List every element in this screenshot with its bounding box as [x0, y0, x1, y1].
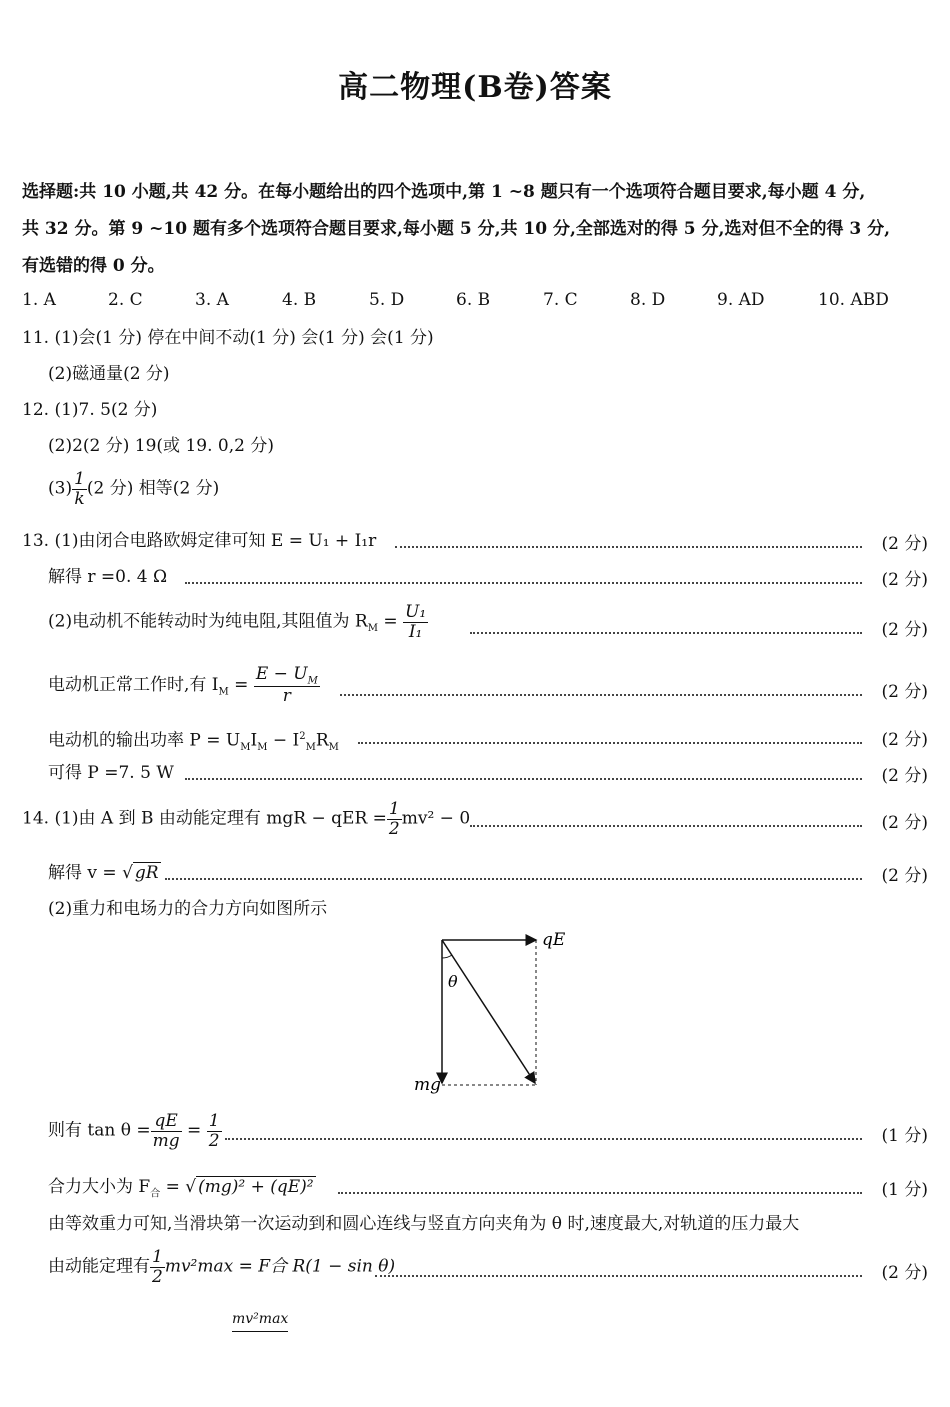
- intro-line-2: 共 32 分。第 9 ~10 题有多个选项符合题目要求,每小题 5 分,共 10 分,全部选对的得 5 分,选对但不全的得 3 分,: [22, 219, 891, 239]
- answer-10: 10. ABD: [818, 290, 889, 310]
- q14-line-8-numerator: mv²max: [232, 1307, 288, 1332]
- dot-leader: [340, 694, 862, 696]
- q13-line-6: 可得 P =7. 5 W: [48, 763, 174, 783]
- q13-line-4: 电动机正常工作时,有 $I_M$ = $\frac{E - U_M}{r}$: [48, 664, 318, 707]
- q14-line-6: 由等效重力可知,当滑块第一次运动到和圆心连线与竖直方向夹角为 θ 时,速度最大,对轨道的压力最大: [48, 1214, 800, 1234]
- dot-leader: [225, 1138, 862, 1140]
- qe-label: qE: [542, 930, 566, 950]
- dot-leader: [165, 878, 862, 880]
- fraction-qe-over-mg: $\frac{qE}{mg}$: [152, 1111, 180, 1151]
- score: (2 分): [881, 534, 928, 554]
- q14-line-1: 14. (1)由 A 到 B 由动能定理有 mgR − qER = $\frac{1}{2}$ mv² − 0: [22, 799, 471, 839]
- q14-line-4: 则有 tan θ = $\frac{qE}{mg}$ = $\frac{1}{2}$: [48, 1111, 220, 1151]
- fraction-one-half: $\frac{1}{2}$: [152, 1247, 163, 1287]
- score: (2 分): [881, 682, 928, 702]
- fraction-e-minus-um-over-r: $\frac{E - U_M}{r}$: [255, 664, 318, 707]
- score: (2 分): [881, 766, 928, 786]
- intro-line-3: 有选错的得 0 分。: [22, 256, 165, 276]
- q14-line-3: (2)重力和电场力的合力方向如图所示: [48, 899, 328, 919]
- answer-6: 6. B: [456, 290, 491, 310]
- answer-7: 7. C: [543, 290, 578, 310]
- score: (2 分): [881, 730, 928, 750]
- score: (1 分): [881, 1180, 928, 1200]
- resultant-arrow: [442, 940, 535, 1083]
- answer-3: 3. A: [195, 290, 229, 310]
- dot-leader: [338, 1192, 862, 1194]
- intro-line-1: 选择题:共 10 小题,共 42 分。在每小题给出的四个选项中,第 1 ~8 题只有一个选项符合题目要求,每小题 4 分,: [22, 182, 866, 202]
- fraction-1-over-k: $\frac{1}{k}$: [74, 469, 85, 509]
- dot-leader: [358, 742, 862, 744]
- dot-leader: [395, 546, 862, 548]
- score: (2 分): [881, 813, 928, 833]
- answer-9: 9. AD: [717, 290, 765, 310]
- force-diagram: [400, 925, 580, 1100]
- answer-4: 4. B: [282, 290, 317, 310]
- q12-line-1: 12. (1)7. 5(2 分): [22, 400, 158, 420]
- score: (1 分): [881, 1126, 928, 1146]
- q14-line-5: 合力大小为 $F_合$ = √ (mg)² + (qE)²: [48, 1177, 314, 1200]
- q14-line-7: 由动能定理有 $\frac{1}{2}$ mv²max = F合 R(1 − sin θ): [48, 1247, 396, 1287]
- dot-leader: [185, 582, 862, 584]
- answer-1: 1. A: [22, 290, 56, 310]
- dot-leader: [185, 778, 862, 780]
- q13-line-1: 13. (1)由闭合电路欧姆定律可知 E = U₁ + I₁r: [22, 531, 377, 551]
- score: (2 分): [881, 1263, 928, 1283]
- fraction-u1-over-i1: $\frac{\text{U₁}}{\text{I₁}}$: [405, 602, 427, 642]
- q12-line-2: (2)2(2 分) 19(或 19. 0,2 分): [48, 436, 274, 456]
- q13-line-5: 电动机的输出功率 $P = U_MI_M - I^2_MR_M$: [48, 730, 339, 754]
- fraction-one-half: $\frac{1}{2}$: [208, 1111, 220, 1151]
- answer-2: 2. C: [108, 290, 143, 310]
- answer-8: 8. D: [630, 290, 666, 310]
- score: (2 分): [881, 620, 928, 640]
- score: (2 分): [881, 570, 928, 590]
- q12-line-3: (3) $\frac{1}{k}$ (2 分) 相等(2 分): [48, 469, 220, 509]
- dot-leader: [470, 632, 862, 634]
- theta-label: θ: [448, 972, 458, 991]
- dot-leader: [375, 1275, 862, 1277]
- q11-line-1: 11. (1)会(1 分) 停在中间不动(1 分) 会(1 分) 会(1 分): [22, 328, 434, 348]
- score: (2 分): [881, 866, 928, 886]
- angle-arc: [442, 955, 452, 958]
- fraction-one-half: $\frac{1}{2}$: [388, 799, 400, 839]
- q13-line-2: 解得 r =0. 4 Ω: [48, 567, 168, 587]
- q14-line-2: 解得 v = √ gR: [48, 863, 159, 883]
- answer-5: 5. D: [369, 290, 405, 310]
- dot-leader: [470, 825, 862, 827]
- page-title: 高二物理(B卷)答案: [338, 70, 612, 105]
- q13-line-3: (2)电动机不能转动时为纯电阻,其阻值为 $R_M$ = $\frac{\text{U₁}}{\text{I₁}}$: [48, 602, 427, 642]
- q11-line-2: (2)磁通量(2 分): [48, 364, 170, 384]
- mg-label: mg: [414, 1075, 442, 1095]
